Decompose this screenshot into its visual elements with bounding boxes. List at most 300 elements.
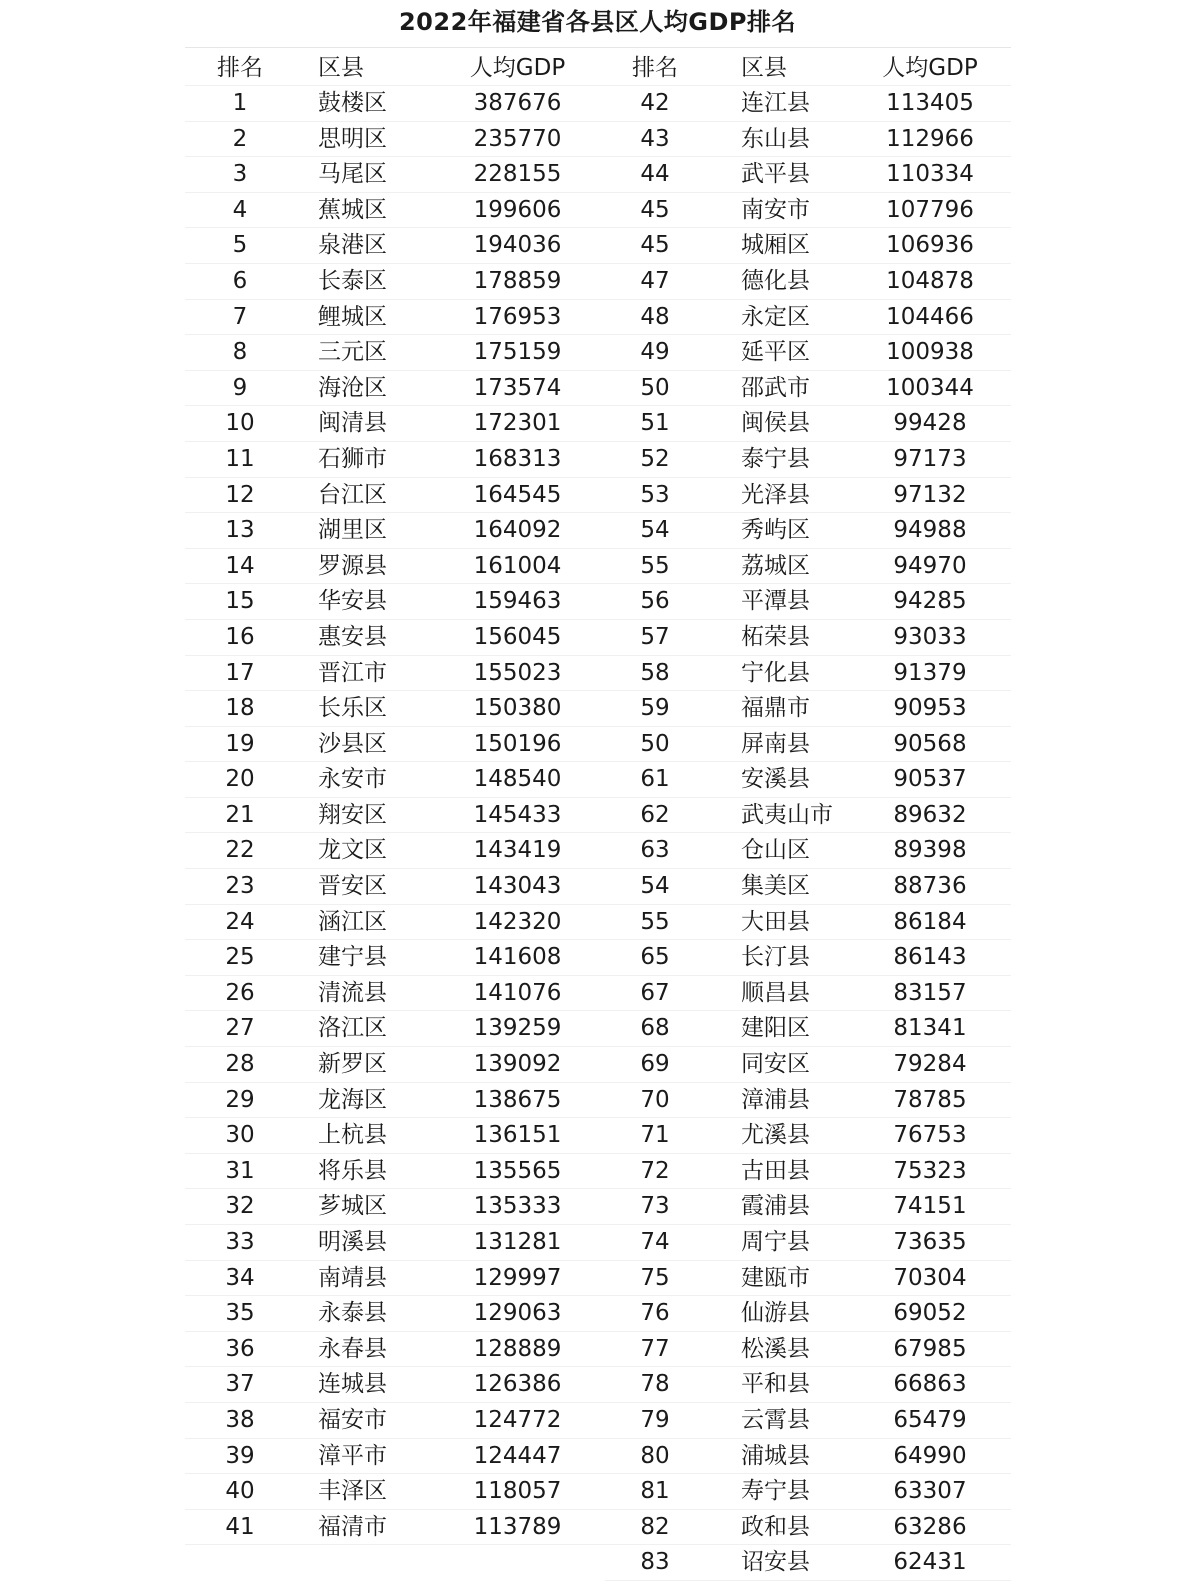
table-row — [605, 584, 1011, 620]
county-cell: 永定区 — [741, 303, 810, 330]
table-header-row — [605, 50, 1011, 86]
table-row — [605, 406, 1011, 442]
rank-cell: 13 — [225, 517, 255, 544]
county-cell: 周宁县 — [741, 1229, 810, 1255]
table-row — [185, 335, 605, 371]
table-row — [605, 1261, 1011, 1297]
county-cell: 尤溪县 — [741, 1122, 810, 1149]
table-row — [605, 691, 1011, 727]
table-row — [605, 940, 1011, 976]
rank-cell: 51 — [640, 410, 670, 437]
rank-cell: 38 — [225, 1406, 255, 1433]
table-row — [185, 1011, 605, 1047]
county-cell: 涵江区 — [318, 908, 387, 935]
table-row — [605, 1545, 1011, 1581]
county-cell: 荔城区 — [741, 552, 810, 579]
county-cell: 华安县 — [318, 588, 387, 615]
table-row — [605, 1474, 1011, 1510]
table-row — [605, 1047, 1011, 1083]
rank-cell: 32 — [225, 1193, 255, 1220]
rank-cell: 21 — [225, 801, 255, 828]
county-cell: 柘荣县 — [741, 623, 810, 650]
gdp-cell: 94970 — [893, 552, 967, 579]
gdp-cell: 70304 — [893, 1264, 967, 1291]
rank-cell: 61 — [640, 766, 670, 793]
rank-cell: 59 — [640, 695, 670, 722]
rank-cell: 48 — [640, 303, 670, 330]
table-row — [185, 1047, 605, 1083]
rank-cell: 20 — [225, 766, 255, 793]
rank-cell: 58 — [640, 659, 670, 686]
county-cell: 泰宁县 — [741, 445, 810, 472]
county-cell: 长泰区 — [318, 267, 387, 294]
table-row — [605, 157, 1011, 193]
county-cell: 上杭县 — [318, 1122, 387, 1149]
table-row — [605, 193, 1011, 229]
rank-cell: 22 — [225, 837, 255, 864]
county-cell: 南靖县 — [318, 1264, 387, 1291]
table-row — [185, 1367, 605, 1403]
gdp-cell: 141076 — [473, 979, 562, 1006]
county-cell: 古田县 — [741, 1157, 810, 1184]
table-row — [605, 833, 1011, 869]
gdp-cell: 88736 — [893, 873, 967, 900]
gdp-cell: 86143 — [893, 944, 967, 971]
rank-cell: 53 — [640, 481, 670, 508]
table-row — [605, 727, 1011, 763]
county-cell: 漳平市 — [318, 1442, 387, 1469]
gdp-cell: 135565 — [473, 1157, 562, 1184]
ranking-table-left — [185, 50, 605, 1545]
rank-cell: 68 — [640, 1015, 670, 1042]
gdp-cell: 161004 — [473, 552, 562, 579]
gdp-cell: 141608 — [473, 944, 562, 971]
county-cell: 三元区 — [318, 339, 387, 366]
county-cell: 建宁县 — [318, 944, 387, 971]
rank-cell: 81 — [640, 1478, 670, 1505]
gdp-cell: 131281 — [473, 1229, 562, 1255]
rank-cell: 25 — [225, 944, 255, 971]
rank-cell: 3 — [232, 161, 248, 188]
gdp-cell: 75323 — [893, 1157, 967, 1184]
gdp-cell: 91379 — [893, 659, 967, 686]
gdp-cell: 97173 — [893, 445, 967, 472]
gdp-cell: 100344 — [886, 374, 974, 401]
rank-cell: 70 — [640, 1086, 670, 1113]
gdp-cell: 106936 — [886, 232, 974, 259]
rank-cell: 82 — [640, 1513, 670, 1540]
gdp-cell: 156045 — [473, 623, 562, 650]
gdp-cell: 107796 — [886, 196, 974, 223]
gdp-cell: 110334 — [886, 161, 974, 188]
table-row — [185, 1474, 605, 1510]
table-row — [185, 1083, 605, 1119]
rank-cell: 50 — [640, 730, 670, 757]
table-row — [605, 1118, 1011, 1154]
gdp-cell: 136151 — [473, 1122, 562, 1149]
county-cell: 明溪县 — [318, 1229, 387, 1255]
gdp-cell: 83157 — [893, 979, 967, 1006]
column-header-county: 区县 — [741, 55, 787, 81]
table-row — [185, 940, 605, 976]
gdp-cell: 199606 — [473, 196, 562, 223]
rank-cell: 72 — [640, 1157, 670, 1184]
gdp-cell: 104878 — [886, 267, 974, 294]
county-cell: 东山县 — [741, 125, 810, 152]
rank-cell: 42 — [640, 90, 670, 116]
gdp-cell: 94285 — [893, 588, 967, 615]
gdp-cell: 76753 — [893, 1122, 967, 1149]
table-row — [185, 549, 605, 585]
table-row — [605, 300, 1011, 336]
county-cell: 仓山区 — [741, 837, 810, 864]
table-row — [605, 762, 1011, 798]
county-cell: 闽侯县 — [741, 410, 810, 437]
ranking-table-right — [605, 50, 1011, 1581]
gdp-cell: 387676 — [473, 90, 562, 116]
county-cell: 福鼎市 — [741, 695, 810, 722]
table-row — [605, 228, 1011, 264]
county-cell: 德化县 — [741, 267, 810, 294]
county-cell: 将乐县 — [318, 1157, 387, 1184]
table-row — [605, 1083, 1011, 1119]
gdp-cell: 139259 — [473, 1015, 562, 1042]
gdp-cell: 89398 — [893, 837, 967, 864]
gdp-cell: 164545 — [473, 481, 562, 508]
table-row — [185, 1439, 605, 1475]
gdp-cell: 139092 — [473, 1051, 562, 1078]
rank-cell: 47 — [640, 267, 670, 294]
rank-cell: 35 — [225, 1300, 255, 1327]
table-row — [605, 1011, 1011, 1047]
table-row — [185, 1261, 605, 1297]
gdp-cell: 113789 — [473, 1513, 562, 1540]
page-title: 2022年福建省各县区人均GDP排名 — [398, 8, 796, 36]
county-cell: 建瓯市 — [741, 1264, 810, 1291]
county-cell: 顺昌县 — [741, 979, 810, 1006]
rank-cell: 29 — [225, 1086, 255, 1113]
table-body-left — [185, 86, 605, 1545]
rank-cell: 26 — [225, 979, 255, 1006]
table-body-right — [605, 86, 1011, 1581]
table-row — [605, 656, 1011, 692]
county-cell: 武平县 — [741, 161, 810, 188]
rank-cell: 54 — [640, 517, 670, 544]
table-row — [185, 1403, 605, 1439]
rank-cell: 75 — [640, 1264, 670, 1291]
gdp-cell: 118057 — [473, 1478, 562, 1505]
rank-cell: 37 — [225, 1371, 255, 1398]
county-cell: 邵武市 — [741, 374, 810, 401]
gdp-cell: 90537 — [893, 766, 967, 793]
gdp-cell: 89632 — [893, 801, 967, 828]
gdp-cell: 113405 — [886, 90, 974, 116]
rank-cell: 43 — [640, 125, 670, 152]
table-row — [185, 976, 605, 1012]
column-header-rank: 排名 — [632, 55, 678, 81]
county-cell: 长乐区 — [318, 695, 387, 722]
gdp-cell: 94988 — [893, 517, 967, 544]
county-cell: 秀屿区 — [741, 517, 810, 544]
gdp-cell: 178859 — [473, 267, 562, 294]
county-cell: 永安市 — [318, 766, 387, 793]
rank-cell: 62 — [640, 801, 670, 828]
county-cell: 延平区 — [741, 339, 810, 366]
county-cell: 寿宁县 — [741, 1478, 810, 1505]
county-cell: 福安市 — [318, 1406, 387, 1433]
table-row — [185, 193, 605, 229]
table-row — [605, 371, 1011, 407]
rank-cell: 5 — [232, 232, 248, 259]
table-row — [605, 549, 1011, 585]
rank-cell: 80 — [640, 1442, 670, 1469]
gdp-cell: 228155 — [473, 161, 562, 188]
gdp-cell: 90953 — [893, 695, 967, 722]
county-cell: 丰泽区 — [318, 1478, 387, 1505]
title-divider — [185, 47, 1011, 48]
county-cell: 永春县 — [318, 1335, 387, 1362]
rank-cell: 52 — [640, 445, 670, 472]
county-cell: 芗城区 — [318, 1193, 387, 1220]
table-row — [185, 1510, 605, 1546]
table-row — [605, 1189, 1011, 1225]
table-row — [185, 905, 605, 941]
table-row — [185, 371, 605, 407]
gdp-cell: 67985 — [893, 1335, 967, 1362]
table-row — [185, 228, 605, 264]
table-row — [185, 656, 605, 692]
gdp-cell: 62431 — [893, 1549, 967, 1576]
rank-cell: 71 — [640, 1122, 670, 1149]
county-cell: 武夷山市 — [741, 801, 833, 828]
rank-cell: 17 — [225, 659, 255, 686]
gdp-cell: 148540 — [473, 766, 562, 793]
table-row — [185, 157, 605, 193]
rank-cell: 15 — [225, 588, 255, 615]
rank-cell: 78 — [640, 1371, 670, 1398]
county-cell: 闽清县 — [318, 410, 387, 437]
rank-cell: 36 — [225, 1335, 255, 1362]
table-row — [185, 478, 605, 514]
county-cell: 鲤城区 — [318, 303, 387, 330]
table-row — [605, 976, 1011, 1012]
county-cell: 安溪县 — [741, 766, 810, 793]
table-row — [185, 86, 605, 122]
gdp-cell: 63286 — [893, 1513, 967, 1540]
rank-cell: 77 — [640, 1335, 670, 1362]
county-cell: 龙海区 — [318, 1086, 387, 1113]
rank-cell: 69 — [640, 1051, 670, 1078]
rank-cell: 2 — [232, 125, 248, 152]
table-row — [185, 442, 605, 478]
rank-cell: 49 — [640, 339, 670, 366]
table-row — [185, 300, 605, 336]
rank-cell: 39 — [225, 1442, 255, 1469]
table-header-row — [185, 50, 605, 86]
table-row — [605, 513, 1011, 549]
county-cell: 思明区 — [318, 125, 387, 152]
gdp-cell: 172301 — [473, 410, 562, 437]
county-cell: 漳浦县 — [741, 1086, 810, 1113]
gdp-cell: 81341 — [893, 1015, 967, 1042]
table-row — [605, 1296, 1011, 1332]
rank-cell: 73 — [640, 1193, 670, 1220]
county-cell: 石狮市 — [318, 445, 387, 472]
gdp-cell: 194036 — [473, 232, 562, 259]
rank-cell: 28 — [225, 1051, 255, 1078]
rank-cell: 40 — [225, 1478, 255, 1505]
gdp-cell: 150196 — [473, 730, 562, 757]
gdp-cell: 159463 — [473, 588, 562, 615]
rank-cell: 1 — [232, 90, 248, 116]
county-cell: 新罗区 — [318, 1051, 387, 1078]
rank-cell: 45 — [640, 232, 670, 259]
gdp-cell: 155023 — [473, 659, 562, 686]
rank-cell: 55 — [640, 908, 670, 935]
table-row — [185, 833, 605, 869]
rank-cell: 30 — [225, 1122, 255, 1149]
rank-cell: 45 — [640, 196, 670, 223]
county-cell: 光泽县 — [741, 481, 810, 508]
gdp-cell: 173574 — [473, 374, 562, 401]
column-header-gdp: 人均GDP — [469, 55, 566, 81]
county-cell: 晋安区 — [318, 873, 387, 900]
county-cell: 蕉城区 — [318, 196, 387, 223]
county-cell: 海沧区 — [318, 374, 387, 401]
gdp-cell: 99428 — [893, 410, 967, 437]
table-row — [185, 762, 605, 798]
table-row — [185, 620, 605, 656]
county-cell: 长汀县 — [741, 944, 810, 971]
gdp-cell: 145433 — [473, 801, 562, 828]
table-row — [185, 727, 605, 763]
county-cell: 湖里区 — [318, 517, 387, 544]
county-cell: 福清市 — [318, 1513, 387, 1540]
column-header-gdp: 人均GDP — [882, 55, 978, 81]
gdp-cell: 124772 — [473, 1406, 562, 1433]
gdp-cell: 124447 — [473, 1442, 562, 1469]
county-cell: 霞浦县 — [741, 1193, 810, 1220]
table-row — [185, 264, 605, 300]
county-cell: 惠安县 — [318, 623, 387, 650]
gdp-cell: 100938 — [886, 339, 974, 366]
table-row — [605, 1403, 1011, 1439]
gdp-cell: 63307 — [893, 1478, 967, 1505]
gdp-cell: 86184 — [893, 908, 967, 935]
county-cell: 云霄县 — [741, 1406, 810, 1433]
gdp-cell: 235770 — [473, 125, 562, 152]
county-cell: 清流县 — [318, 979, 387, 1006]
rank-cell: 27 — [225, 1015, 255, 1042]
rank-cell: 8 — [232, 339, 248, 366]
gdp-cell: 78785 — [893, 1086, 967, 1113]
county-cell: 浦城县 — [741, 1442, 810, 1469]
table-row — [605, 1225, 1011, 1261]
rank-cell: 76 — [640, 1300, 670, 1327]
county-cell: 宁化县 — [741, 659, 810, 686]
table-row — [185, 513, 605, 549]
county-cell: 集美区 — [741, 873, 810, 900]
gdp-cell: 73635 — [893, 1229, 967, 1255]
rank-cell: 41 — [225, 1513, 255, 1540]
gdp-cell: 175159 — [473, 339, 562, 366]
county-cell: 翔安区 — [318, 801, 387, 828]
county-cell: 永泰县 — [318, 1300, 387, 1327]
gdp-cell: 150380 — [473, 695, 562, 722]
column-header-county: 区县 — [318, 55, 364, 81]
gdp-cell: 93033 — [893, 623, 967, 650]
county-cell: 沙县区 — [318, 730, 387, 757]
rank-cell: 6 — [232, 267, 248, 294]
county-cell: 仙游县 — [741, 1300, 810, 1327]
table-row — [605, 86, 1011, 122]
county-cell: 平和县 — [741, 1371, 810, 1398]
county-cell: 鼓楼区 — [318, 90, 387, 116]
county-cell: 台江区 — [318, 481, 387, 508]
county-cell: 建阳区 — [741, 1015, 810, 1042]
rank-cell: 12 — [225, 481, 255, 508]
county-cell: 平潭县 — [741, 588, 810, 615]
rank-cell: 74 — [640, 1229, 670, 1255]
table-row — [605, 264, 1011, 300]
rank-cell: 24 — [225, 908, 255, 935]
gdp-cell: 128889 — [473, 1335, 562, 1362]
rank-cell: 31 — [225, 1157, 255, 1184]
table-row — [185, 1296, 605, 1332]
gdp-cell: 168313 — [473, 445, 562, 472]
gdp-cell: 143419 — [473, 837, 562, 864]
rank-cell: 10 — [225, 410, 255, 437]
gdp-cell: 138675 — [473, 1086, 562, 1113]
rank-cell: 54 — [640, 873, 670, 900]
rank-cell: 56 — [640, 588, 670, 615]
county-cell: 马尾区 — [318, 161, 387, 188]
gdp-cell: 142320 — [473, 908, 562, 935]
rank-cell: 33 — [225, 1229, 255, 1255]
county-cell: 洛江区 — [318, 1015, 387, 1042]
table-row — [185, 1154, 605, 1190]
county-cell: 诏安县 — [741, 1549, 810, 1576]
gdp-cell: 65479 — [893, 1406, 967, 1433]
rank-cell: 57 — [640, 623, 670, 650]
county-cell: 大田县 — [741, 908, 810, 935]
rank-cell: 7 — [232, 303, 248, 330]
county-cell: 城厢区 — [741, 232, 810, 259]
table-row — [605, 335, 1011, 371]
county-cell: 龙文区 — [318, 837, 387, 864]
table-row — [605, 798, 1011, 834]
gdp-cell: 66863 — [893, 1371, 967, 1398]
rank-cell: 79 — [640, 1406, 670, 1433]
rank-cell: 4 — [232, 196, 248, 223]
table-row — [605, 869, 1011, 905]
rank-cell: 14 — [225, 552, 255, 579]
rank-cell: 19 — [225, 730, 255, 757]
table-row — [605, 1439, 1011, 1475]
gdp-cell: 79284 — [893, 1051, 967, 1078]
table-row — [605, 122, 1011, 158]
table-row — [185, 869, 605, 905]
gdp-cell: 104466 — [886, 303, 974, 330]
table-row — [185, 122, 605, 158]
table-row — [605, 1154, 1011, 1190]
table-row — [185, 1225, 605, 1261]
column-header-rank: 排名 — [217, 55, 263, 81]
rank-cell: 83 — [640, 1549, 670, 1576]
table-row — [185, 1118, 605, 1154]
gdp-cell: 129063 — [473, 1300, 562, 1327]
rank-cell: 16 — [225, 623, 255, 650]
